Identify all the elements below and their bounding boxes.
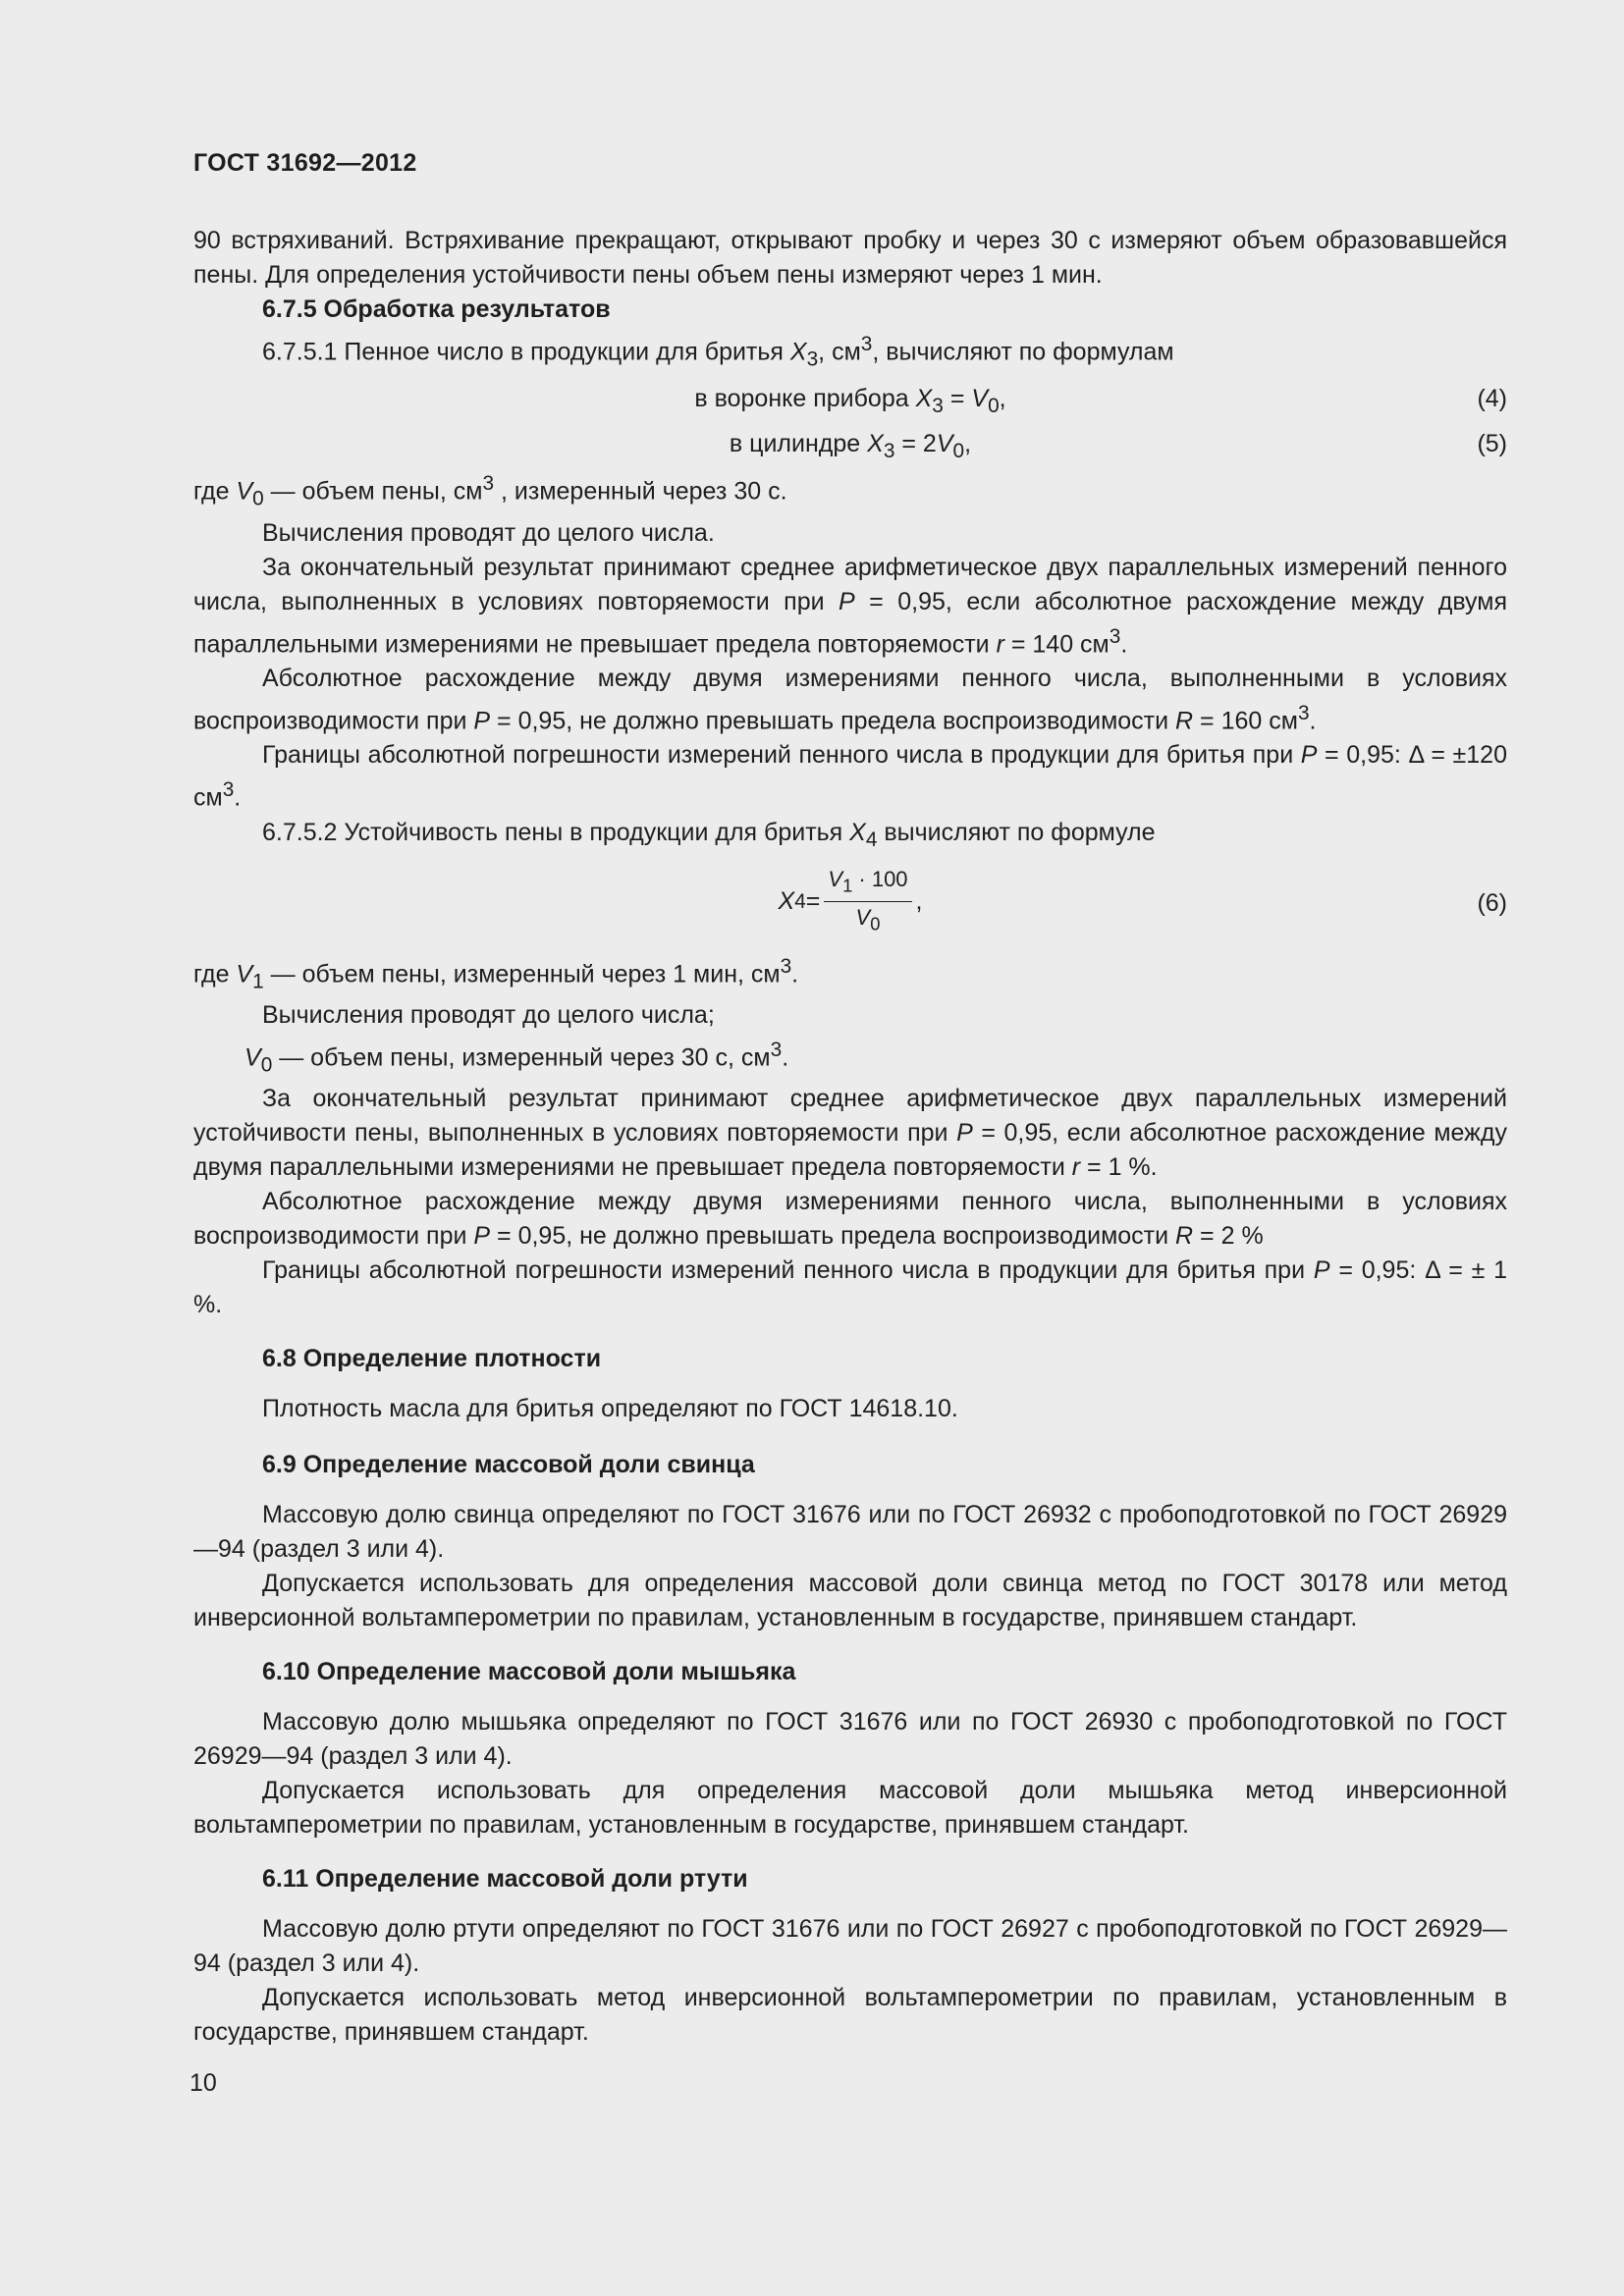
formula-number-6: (6) [1477,888,1507,917]
paragraph-6-8: Плотность масла для бритья определяют по ГОСТ 14618.10. [262,1395,958,1423]
paragraph-abs-diff-1: Абсолютное расхождение между двумя измерениями пенного числа, выполненными в условиях воспроизводимости при P = 0,95, не должно превышать предела воспроизводимости R = 160 $см^3$. [193,664,1507,735]
document-header: ГОСТ 31692—2012 [193,149,417,177]
paragraph-6-7-5-1: 6.7.5.1 Пенное число в продукции для бритья $X_3$, $см^3$, вычисляют по формулам [262,333,1174,371]
paragraph-6-9-b: Допускается использовать для определения массовой доли свинца метод по ГОСТ 30178 или метод инверсионной вольтамперометрии по правилам, установленным в государстве, принявшем стандарт. [193,1570,1507,1632]
paragraph-6-9-a: Массовую долю свинца определяют по ГОСТ 31676 или по ГОСТ 26932 с пробоподготовкой по ГОСТ 26929—94 (раздел 3 или 4). [193,1501,1507,1564]
paragraph-intro: 90 встряхиваний. Встряхивание прекращают, открывают пробку и через 30 с измеряют объем образовавшейся пены. Для определения устойчивости пены объем пены измеряют через 1 мин. [193,227,1507,289]
formula-number-4: (4) [1477,385,1507,413]
section-heading-6-8: 6.8 Определение плотности [262,1345,602,1373]
paragraph-6-10-a: Массовую долю мышьяка определяют по ГОСТ 31676 или по ГОСТ 26930 с пробоподготовкой по ГОСТ 26929—94 (раздел 3 или 4). [193,1708,1507,1771]
paragraph-calc-2: Вычисления проводят до целого числа; [262,1000,715,1029]
paragraph-bounds-1: Границы абсолютной погрешности измерений пенного числа в продукции для бритья при P = 0,95: Δ = ±120 $см^3$. [193,741,1507,812]
subsection-heading-6-7-5: 6.7.5 Обработка результатов [262,295,611,323]
paragraph-6-11-a: Массовую долю ртути определяют по ГОСТ 31676 или по ГОСТ 26927 с пробоподготовкой по ГОСТ 26929—94 (раздел 3 или 4). [193,1915,1507,1978]
paragraph-6-11-b: Допускается использовать метод инверсионной вольтамперометрии по правилам, установленным в государстве, принявшем стандарт. [193,1984,1507,2047]
paragraph-final-result-2: За окончательный результат принимают среднее арифметическое двух параллельных измерений устойчивости пены, выполненных в условиях повторяемости при P = 0,95, если абсолютное расхождение между двумя параллельными измерениями не превышает предела повторяемости r = 1 %. [193,1085,1507,1182]
paragraph-calc-1: Вычисления проводят до целого числа. [262,518,715,547]
paragraph-where-v0: где $V_0$ — объем пены, $см^3$ , измеренный через 30 с. [193,472,787,510]
section-heading-6-10: 6.10 Определение массовой доли мышьяка [262,1658,796,1686]
page-number: 10 [189,2069,217,2097]
document-body [193,224,1507,2050]
section-heading-6-9: 6.9 Определение массовой доли свинца [262,1451,755,1479]
paragraph-final-result-1: За окончательный результат принимают среднее арифметическое двух параллельных измерений пенного числа, выполненных в условиях повторяемости при P = 0,95, если абсолютное расхождение между двумя параллельными измерениями не превышает предела повторяемости r = 140 $см^3$. [193,553,1507,658]
formula-5: в цилиндре $X_3 = 2V_0$, (5) [193,421,1507,466]
paragraph-abs-diff-2: Абсолютное расхождение между двумя измерениями пенного числа, выполненными в условиях воспроизводимости при P = 0,95, не должно превышать предела воспроизводимости R = 2 % [193,1188,1507,1251]
paragraph-6-10-b: Допускается использовать для определения массовой доли мышьяка метод инверсионной вольтамперометрии по правилам, установленным в государстве, принявшем стандарт. [193,1777,1507,1840]
paragraph-v0-definition: $V_0$ — объем пены, измеренный через 30 с, $см^3$. [244,1038,789,1077]
paragraph-bounds-2: Границы абсолютной погрешности измерений пенного числа в продукции для бритья при P = 0,95: Δ = ± 1 %. [193,1256,1507,1319]
paragraph-where-v1: где $V_1$ — объем пены, измеренный через 1 мин, $см^3$. [193,954,799,992]
paragraph-6-7-5-2: 6.7.5.2 Устойчивость пены в продукции для бритья $X_4$ вычисляют по формуле [262,818,1156,851]
formula-6: X 4 = $\frac{V_1 \cdot 100}{V_0}$ , (6) [193,861,1507,943]
section-heading-6-11: 6.11 Определение массовой доли ртути [262,1865,748,1894]
formula-number-5: (5) [1477,430,1507,458]
formula-4: в воронке прибора $X_3 = V_0$, (4) [193,376,1507,421]
fraction: $\frac{V_1 \cdot 100}{V_0}$ [824,866,911,938]
